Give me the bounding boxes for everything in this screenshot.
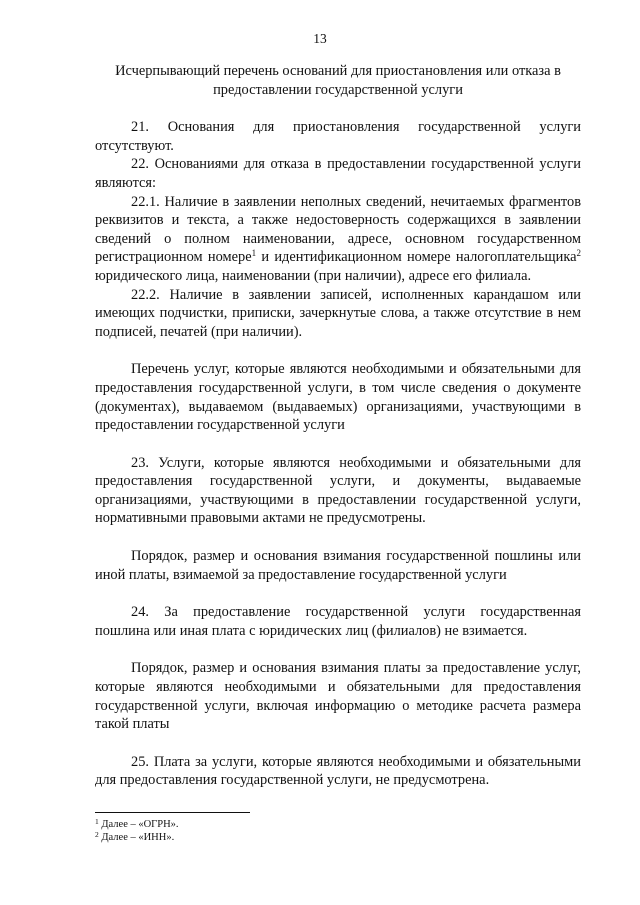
footnote-2-text: Далее – «ИНН».: [98, 832, 175, 843]
section-heading-fee-calculation: Порядок, размер и основания взимания платы за предоставление услуг, которые являются необходимыми и обязательными для предоставления государственной услуги, включая информацию о методике расчета размера такой платы: [95, 660, 581, 733]
footnote-1-mark: 1: [95, 817, 99, 826]
paragraph-22-1-part-b: и идентификационном номере налогоплательщика: [256, 249, 577, 266]
paragraph-23: 23. Услуги, которые являются необходимыми и обязательными для предоставления государственной услуги, и документы, выдаваемые организациями, участвующими в предоставлении государственной услуги, нормативными правовыми актами не предусмотрены.: [95, 454, 581, 527]
paragraph-25: 25. Плата за услуги, которые являются необходимыми и обязательными для предоставления государственной услуги, не предусмотрена.: [95, 753, 581, 789]
footnote-1-text: Далее – «ОГРН».: [98, 819, 179, 830]
section-heading-suspension-refusal: Исчерпывающий перечень оснований для приостановления или отказа в предоставлении государственной услуги: [115, 63, 561, 98]
paragraph-21: 21. Основания для приостановления государственной услуги отсутствуют.: [95, 119, 581, 154]
paragraph-22-1-part-c: юридического лица, наименовании (при наличии), адресе его филиала.: [95, 267, 532, 284]
footnote-ref-1: 1: [251, 248, 257, 259]
page-number: 13: [313, 31, 327, 46]
section-heading-state-duty: Порядок, размер и основания взимания государственной пошлины или иной платы, взимаемой за предоставление государственной услуги: [95, 548, 581, 583]
paragraph-22-1-part-a: 22.1. Наличие в заявлении неполных сведений, нечитаемых фрагментов реквизитов и текста, а также недостоверность содержащихся в заявлении сведений о полном наименовании, адресе, основном государственном регистрационном номере: [95, 193, 581, 266]
document-body: [95, 62, 581, 790]
paragraph-22-2: 22.2. Наличие в заявлении записей, исполненных карандашом или имеющих подчистки, приписки, зачеркнутые слова, а также отсутствие в нем подписей, печатей (при наличии).: [95, 286, 581, 340]
footnote-divider: [95, 812, 250, 813]
footnote-1: [95, 818, 179, 831]
footnote-ref-2: 2: [576, 248, 581, 259]
paragraph-22: 22. Основаниями для отказа в предоставлении государственной услуги являются:: [95, 156, 581, 191]
footnote-2-mark: 2: [95, 830, 99, 839]
footnote-2: [95, 831, 179, 844]
paragraph-22-1: [95, 193, 581, 286]
section-heading-required-services: Перечень услуг, которые являются необходимыми и обязательными для предоставления государственной услуги, в том числе сведения о документе (документах), выдаваемом (выдаваемых) организациями, участвующими в предоставлении государственной услуги: [95, 361, 581, 434]
footnotes: [95, 818, 179, 844]
paragraph-24: 24. За предоставление государственной услуги государственная пошлина или иная плата с юридических лиц (филиалов) не взимается.: [95, 604, 581, 639]
